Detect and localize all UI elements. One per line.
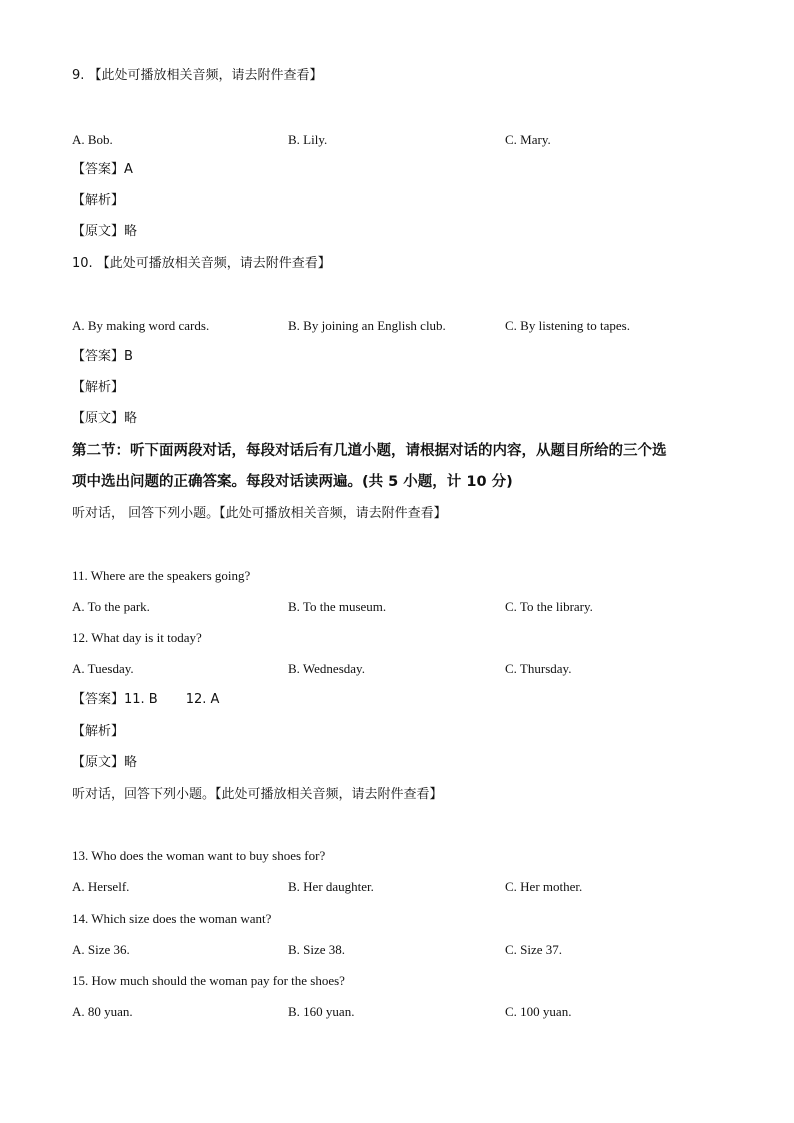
- q11-option-c: C. To the library.: [505, 599, 593, 614]
- q9-option-c: C. Mary.: [505, 132, 551, 147]
- q10-stem: 10. 【此处可播放相关音频，请去附件查看】: [72, 256, 331, 271]
- q13-stem: 13. Who does the woman want to buy shoes for?: [72, 848, 326, 863]
- q14-option-a: A. Size 36.: [72, 942, 130, 957]
- q12-option-b: B. Wednesday.: [288, 661, 365, 676]
- q15-option-a: A. 80 yuan.: [72, 1004, 133, 1019]
- dialog1-analysis: 【解析】: [72, 724, 125, 739]
- q11-stem: 11. Where are the speakers going?: [72, 568, 251, 583]
- q14-option-b: B. Size 38.: [288, 942, 346, 957]
- dialog1-intro: 听对话， 回答下列小题。【此处可播放相关音频，请去附件查看】: [72, 506, 447, 521]
- dialog2-intro: 听对话，回答下列小题。【此处可播放相关音频，请去附件查看】: [72, 787, 443, 802]
- q15-option-c: C. 100 yuan.: [505, 1004, 572, 1019]
- q10-option-b: B. By joining an English club.: [288, 318, 446, 333]
- dialog1-answer: [72, 690, 219, 710]
- q11-option-b: B. To the museum.: [288, 599, 387, 614]
- dialog1-answer-second: 12. A: [185, 692, 220, 707]
- dialog1-answer-first: 【答案】11. B: [72, 692, 158, 707]
- q9-analysis: 【解析】: [72, 193, 125, 208]
- section2-heading-line2: 项中选出问题的正确答案。每段对话读两遍。(共 5 小题，计 10 分): [72, 474, 513, 490]
- q9-stem: 9. 【此处可播放相关音频，请去附件查看】: [72, 68, 323, 83]
- q10-original: 【原文】略: [72, 411, 138, 426]
- q14-option-c: C. Size 37.: [505, 942, 563, 957]
- q9-option-a: A. Bob.: [72, 132, 113, 147]
- q9-original: 【原文】略: [72, 224, 138, 239]
- q9-option-b: B. Lily.: [288, 132, 328, 147]
- q15-stem: 15. How much should the woman pay for the shoes?: [72, 973, 345, 988]
- q12-stem: 12. What day is it today?: [72, 630, 202, 645]
- q9-answer: 【答案】A: [72, 162, 133, 177]
- q14-stem: 14. Which size does the woman want?: [72, 911, 272, 926]
- q10-option-c: C. By listening to tapes.: [505, 318, 630, 333]
- dialog1-original: 【原文】略: [72, 755, 138, 770]
- section2-heading-line1: 第二节：听下面两段对话，每段对话后有几道小题，请根据对话的内容，从题目所给的三个选: [72, 443, 667, 459]
- q10-option-a: A. By making word cards.: [72, 318, 210, 333]
- q10-answer: 【答案】B: [72, 349, 133, 364]
- q13-option-b: B. Her daughter.: [288, 879, 374, 894]
- q12-option-c: C. Thursday.: [505, 661, 572, 676]
- q13-option-c: C. Her mother.: [505, 879, 583, 894]
- q10-analysis: 【解析】: [72, 380, 125, 395]
- q11-option-a: A. To the park.: [72, 599, 150, 614]
- q13-option-a: A. Herself.: [72, 879, 130, 894]
- q15-option-b: B. 160 yuan.: [288, 1004, 355, 1019]
- q12-option-a: A. Tuesday.: [72, 661, 134, 676]
